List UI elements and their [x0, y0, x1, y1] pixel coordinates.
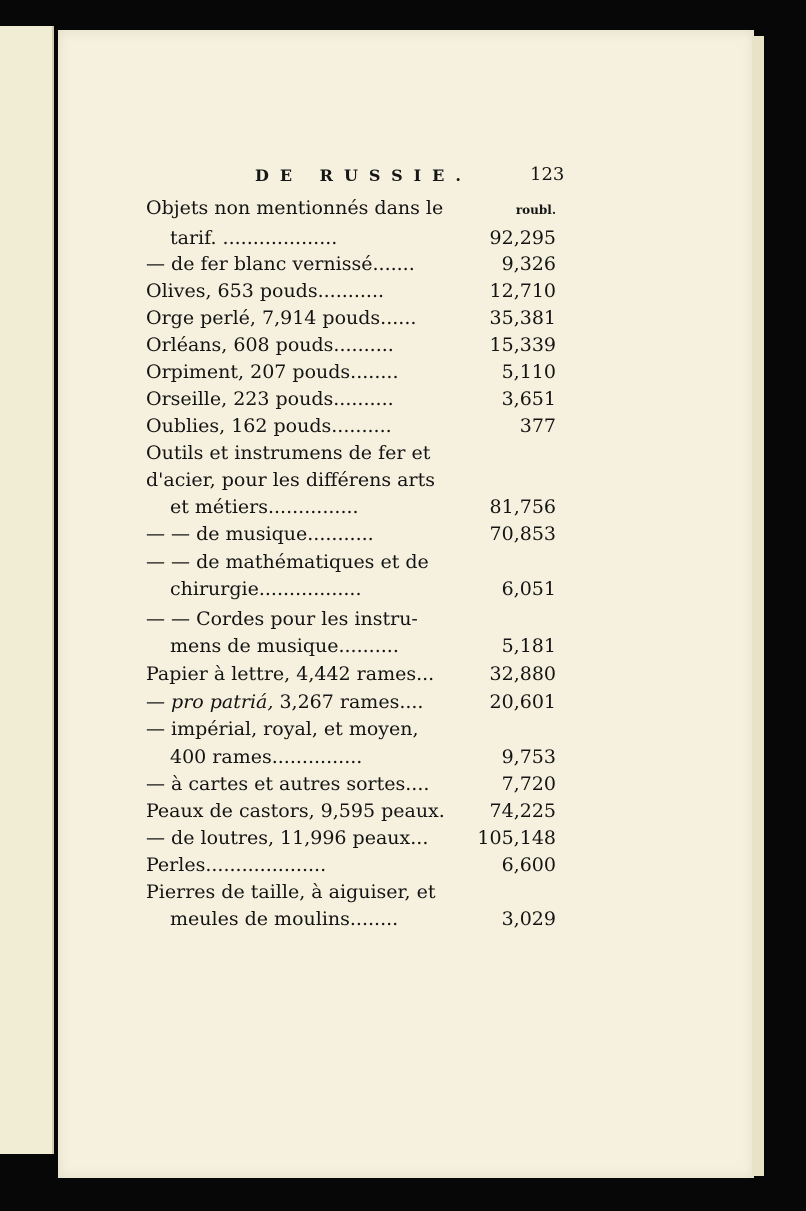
list-item: [146, 576, 556, 602]
list-item: [146, 467, 556, 493]
item-label: Pierres de taille, à aiguiser, et: [146, 881, 436, 903]
list-item: [146, 413, 556, 439]
item-value: 9,753: [501, 746, 556, 768]
item-value: 70,853: [489, 523, 556, 545]
list-item: [146, 879, 556, 905]
item-label: — de loutres, 11,996 peaux...: [146, 827, 429, 849]
item-label: — — de mathématiques et de: [146, 551, 429, 573]
item-label: Papier à lettre, 4,442 rames...: [146, 663, 435, 685]
item-label: Perles....................: [146, 854, 327, 876]
item-value: 32,880: [489, 663, 556, 685]
list-item: [146, 661, 556, 687]
item-value: 15,339: [489, 334, 556, 356]
item-value: 3,029: [501, 908, 556, 930]
item-value: 377: [519, 415, 556, 437]
list-item: [146, 825, 556, 851]
item-value: 6,051: [501, 578, 556, 600]
label-rest: 3,267 rames....: [273, 691, 424, 713]
item-label: et métiers...............: [170, 496, 359, 518]
list-item: [146, 332, 556, 358]
list-item: [146, 771, 556, 797]
item-label: meules de moulins........: [170, 908, 399, 930]
item-label: tarif. ...................: [170, 227, 338, 249]
item-label: mens de musique..........: [170, 635, 399, 657]
italic-label: — pro patriá,: [146, 691, 274, 713]
page-fold-edge: [752, 36, 764, 1176]
list-item: [146, 305, 556, 331]
item-label: Orléans, 608 pouds..........: [146, 334, 394, 356]
item-label: Outils et instrumens de fer et: [146, 442, 431, 464]
item-label: — — de musique...........: [146, 523, 374, 545]
item-value: 20,601: [489, 691, 556, 713]
previous-page-edge: [0, 26, 54, 1154]
list-item: [146, 716, 556, 742]
item-value: 35,381: [489, 307, 556, 329]
list-item: [146, 689, 556, 715]
list-item: [146, 359, 556, 385]
list-item: [146, 606, 556, 632]
list-item: [146, 225, 556, 251]
list-item: [146, 440, 556, 466]
item-label: Olives, 653 pouds...........: [146, 280, 385, 302]
list-item: [146, 549, 556, 575]
unit-label: roubl.: [515, 203, 556, 217]
item-value: 3,651: [501, 388, 556, 410]
item-value: 74,225: [489, 800, 556, 822]
list-item: [146, 278, 556, 304]
item-value: 5,181: [501, 635, 556, 657]
item-label: [146, 689, 423, 715]
list-item: [146, 798, 556, 824]
item-label: Orge perlé, 7,914 pouds......: [146, 307, 417, 329]
item-label: Orpiment, 207 pouds........: [146, 361, 399, 383]
list-item: [146, 744, 556, 770]
list-item: [146, 521, 556, 547]
list-item: [146, 906, 556, 932]
item-label: — de fer blanc vernissé.......: [146, 253, 415, 275]
running-head: DE RUSSIE.: [255, 166, 472, 185]
item-value: 6,600: [501, 854, 556, 876]
list-item: [146, 386, 556, 412]
item-label: — impérial, royal, et moyen,: [146, 718, 419, 740]
item-label: Objets non mentionnés dans le: [146, 197, 444, 219]
page-number: 123: [530, 164, 565, 185]
item-label: 400 rames...............: [170, 746, 363, 768]
item-value: 7,720: [501, 773, 556, 795]
list-item: [146, 251, 556, 277]
item-value: 92,295: [489, 227, 556, 249]
list-item: [146, 195, 556, 221]
item-label: Peaux de castors, 9,595 peaux.: [146, 800, 445, 822]
item-label: chirurgie.................: [170, 578, 362, 600]
item-value: 5,110: [501, 361, 556, 383]
item-value: 9,326: [501, 253, 556, 275]
list-item: [146, 633, 556, 659]
item-label: d'acier, pour les différens arts: [146, 469, 435, 491]
item-label: — — Cordes pour les instru-: [146, 608, 418, 630]
item-label: Oublies, 162 pouds..........: [146, 415, 392, 437]
item-value: 105,148: [477, 827, 556, 849]
item-value: 81,756: [489, 496, 556, 518]
item-label: Orseille, 223 pouds..........: [146, 388, 394, 410]
item-value: 12,710: [489, 280, 556, 302]
item-label: — à cartes et autres sortes....: [146, 773, 430, 795]
list-item: [146, 852, 556, 878]
list-item: [146, 494, 556, 520]
